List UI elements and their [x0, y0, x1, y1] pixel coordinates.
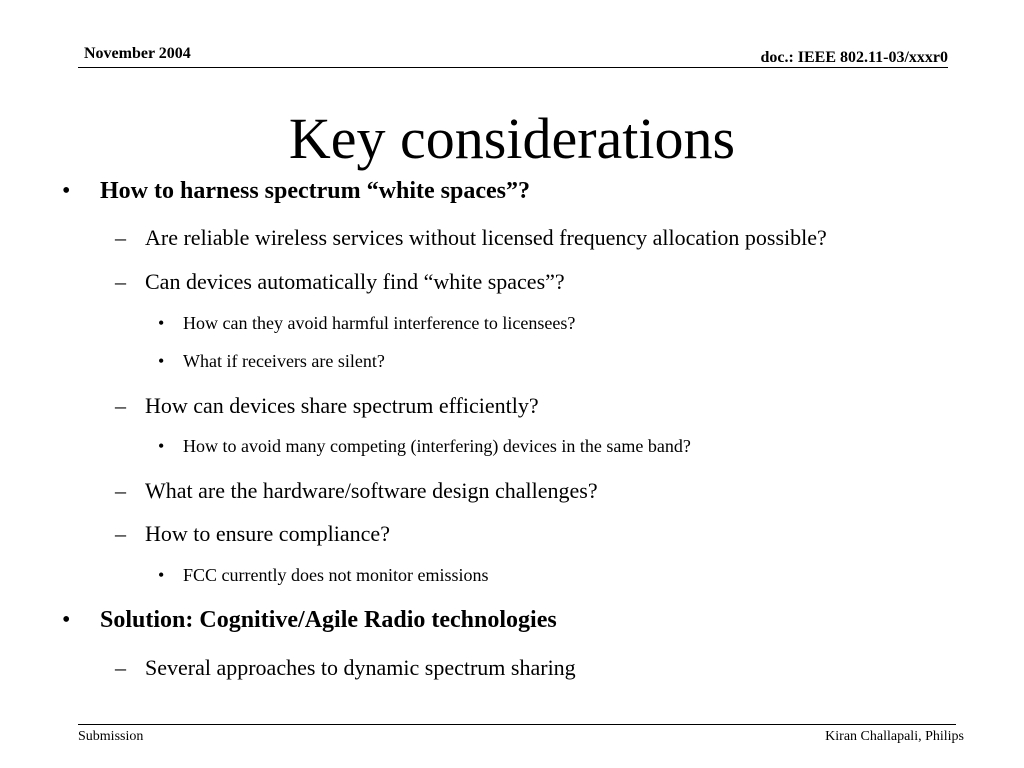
- bullet-text: What if receivers are silent?: [183, 351, 385, 371]
- bullet-marker: –: [115, 269, 126, 294]
- bullet-marker: •: [158, 436, 165, 456]
- bullet-marker: –: [115, 655, 126, 680]
- footer-rule: [78, 724, 956, 725]
- header-rule: [78, 67, 948, 68]
- bullet-item: [115, 521, 390, 547]
- bullet-marker: •: [62, 607, 71, 633]
- bullet-item: [62, 607, 557, 634]
- bullet-marker: –: [115, 393, 126, 418]
- bullet-text: How can they avoid harmful interference to licensees?: [183, 313, 576, 333]
- bullet-text: Solution: Cognitive/Agile Radio technologies: [100, 607, 557, 633]
- bullet-item: [158, 313, 576, 334]
- bullet-item: [158, 351, 385, 372]
- bullet-text: FCC currently does not monitor emissions: [183, 565, 489, 585]
- header-doc-id: doc.: IEEE 802.11-03/xxxr0: [760, 49, 948, 66]
- bullet-item: [115, 478, 598, 504]
- bullet-text: How can devices share spectrum efficiently?: [145, 393, 539, 418]
- bullet-marker: •: [158, 351, 165, 371]
- bullet-marker: •: [158, 565, 165, 585]
- bullet-marker: •: [158, 313, 165, 333]
- bullet-item: [158, 565, 489, 586]
- bullet-text: Can devices automatically find “white spaces”?: [145, 269, 565, 294]
- bullet-marker: –: [115, 478, 126, 503]
- bullet-item: [115, 269, 565, 295]
- bullet-item: [115, 225, 827, 251]
- footer-author: Kiran Challapali, Philips: [825, 729, 964, 744]
- footer-submission: Submission: [78, 729, 144, 744]
- bullet-item: [62, 178, 530, 205]
- bullet-text: How to avoid many competing (interfering) devices in the same band?: [183, 436, 691, 456]
- bullet-text: Several approaches to dynamic spectrum sharing: [145, 655, 576, 680]
- bullet-item: [115, 393, 539, 419]
- slide-title: Key considerations: [288, 106, 736, 171]
- bullet-text: How to ensure compliance?: [145, 521, 390, 546]
- bullet-item: [158, 436, 691, 457]
- header-date: November 2004: [84, 45, 191, 62]
- bullet-text: Are reliable wireless services without licensed frequency allocation possible?: [145, 225, 827, 250]
- bullet-marker: –: [115, 521, 126, 546]
- bullet-text: What are the hardware/software design challenges?: [145, 478, 598, 503]
- bullet-marker: –: [115, 225, 126, 250]
- bullet-marker: •: [62, 178, 71, 204]
- bullet-item: [115, 655, 576, 681]
- bullet-text: How to harness spectrum “white spaces”?: [100, 178, 530, 204]
